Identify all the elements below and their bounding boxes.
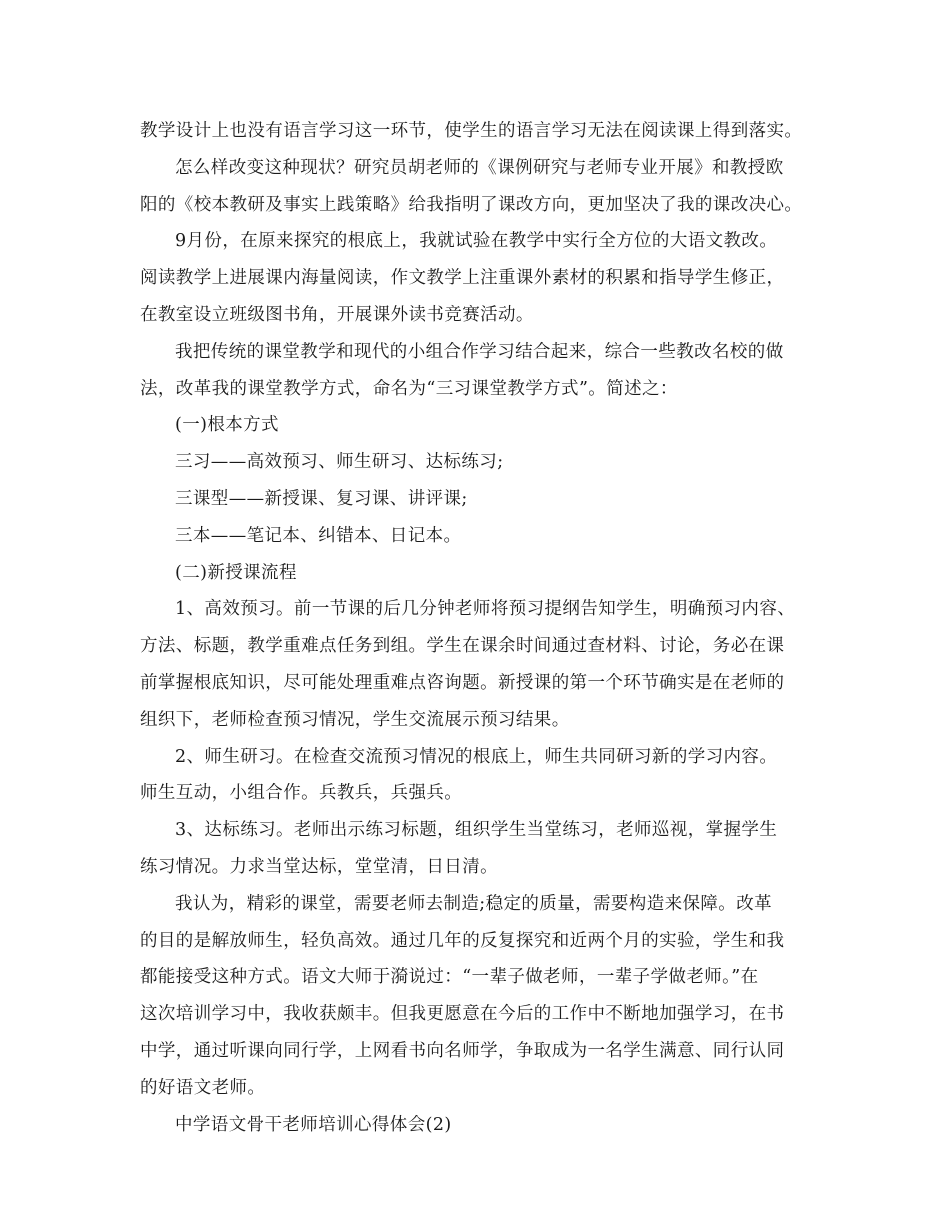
text-line: 都能接受这种方式。语文大师于漪说过：“一辈子做老师，一辈子学做老师。”在 bbox=[140, 967, 759, 988]
section-heading bbox=[140, 518, 820, 555]
paragraph bbox=[140, 223, 820, 333]
paragraph bbox=[140, 886, 820, 1107]
paragraph bbox=[140, 739, 820, 813]
text-line: 法，改革我的课堂教学方式，命名为“三习课堂教学方式”。简述之： bbox=[140, 378, 678, 399]
text-line: 我把传统的课堂教学和现代的小组合作学习结合起来，综合一些教改名校的做 bbox=[175, 341, 784, 362]
paragraph bbox=[140, 334, 820, 408]
text-line: 9月份，在原来探究的根底上，我就试验在教学中实行全方位的大语文教改。 bbox=[175, 231, 778, 252]
text-line: 三本——笔记本、纠错本、日记本。 bbox=[175, 525, 462, 546]
text-line: 三课型——新授课、复习课、讲评课; bbox=[175, 488, 468, 509]
text-line: 中学语文骨干老师培训心得体会(2) bbox=[175, 1114, 452, 1135]
section-heading bbox=[140, 1107, 820, 1144]
paragraph bbox=[140, 150, 820, 224]
text-line: 前掌握根底知识，尽可能处理重难点咨询题。新授课的第一个环节确实是在老师的 bbox=[140, 672, 785, 693]
document-body bbox=[140, 113, 820, 1143]
paragraph bbox=[140, 113, 820, 150]
text-line: 方法、标题，教学重难点任务到组。学生在课余时间通过查材料、讨论，务必在课 bbox=[140, 636, 785, 657]
text-line: 练习情况。力求当堂达标，堂堂清，日日清。 bbox=[140, 856, 498, 877]
text-line: 教学设计上也没有语言学习这一环节，使学生的语言学习无法在阅读课上得到落实。 bbox=[140, 121, 803, 141]
text-line: 3、达标练习。老师出示练习标题，组织学生当堂练习，老师巡视，掌握学生 bbox=[175, 820, 778, 841]
section-heading bbox=[140, 444, 820, 481]
text-line: 这次培训学习中，我收获颇丰。但我更愿意在今后的工作中不断地加强学习，在书 bbox=[140, 1004, 785, 1025]
text-line: 1、高效预习。前一节课的后几分钟老师将预习提纲告知学生，明确预习内容、 bbox=[175, 599, 796, 620]
paragraph bbox=[140, 812, 820, 886]
text-line: 阳的《校本教研及事实上践策略》给我指明了课改方向，更加坚决了我的课改决心。 bbox=[140, 194, 803, 215]
text-line: 2、师生研习。在检查交流预习情况的根底上，师生共同研习新的学习内容。 bbox=[175, 746, 778, 767]
text-line: (一)根本方式 bbox=[175, 415, 279, 436]
text-line: 阅读教学上进展课内海量阅读，作文教学上注重课外素材的积累和指导学生修正， bbox=[140, 268, 785, 289]
text-line: 怎么样改变这种现状？研究员胡老师的《课例研究与老师专业开展》和教授欧 bbox=[175, 157, 784, 178]
text-line: 的目的是解放师生，轻负高效。通过几年的反复探究和近两个月的实验，学生和我 bbox=[140, 930, 785, 951]
paragraph bbox=[140, 591, 820, 738]
text-line: (二)新授课流程 bbox=[175, 562, 297, 583]
text-line: 师生互动，小组合作。兵教兵，兵强兵。 bbox=[140, 783, 463, 804]
text-line: 三习——高效预习、师生研习、达标练习; bbox=[175, 452, 504, 473]
text-line: 在教室设立班级图书角，开展课外读书竞赛活动。 bbox=[140, 304, 534, 325]
text-line: 的好语文老师。 bbox=[140, 1077, 266, 1098]
text-line: 中学，通过听课向同行学，上网看书向名师学，争取成为一名学生满意、同行认同 bbox=[140, 1040, 785, 1061]
section-heading bbox=[140, 407, 820, 444]
text-line: 我认为，精彩的课堂，需要老师去制造;稳定的质量，需要构造来保障。改革 bbox=[175, 893, 772, 914]
section-heading bbox=[140, 555, 820, 592]
text-line: 组织下，老师检查预习情况，学生交流展示预习结果。 bbox=[140, 709, 570, 730]
section-heading bbox=[140, 481, 820, 518]
